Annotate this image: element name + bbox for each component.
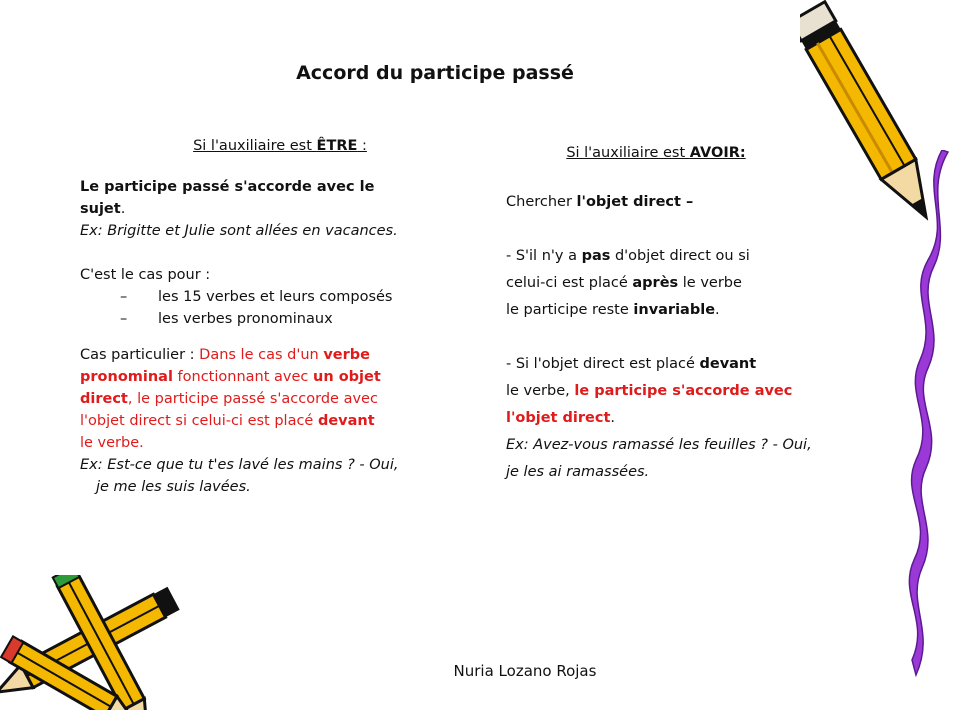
crossed-pencils-icon [0,575,200,710]
etre-header-word: ÊTRE [316,138,358,154]
avoir-bold: après [632,275,679,291]
special-case-text: fonctionnant avec [172,369,313,385]
slide-title: Accord du participe passé [296,62,574,84]
list-item: – les 15 verbes et leurs composés [120,286,490,308]
avoir-text: - S'il n'y a [506,248,582,264]
etre-section [80,135,490,498]
avoir-line2 [506,270,906,297]
avoir-bold: devant [699,356,757,372]
special-case-bold: pronominal [80,369,173,385]
author-footer: Nuria Lozano Rojas [453,662,597,680]
avoir-header [506,140,806,167]
avoir-example-line1: Ex: Avez-vous ramassé les feuilles ? - Oui, [506,437,812,453]
special-case-bold: direct [80,391,128,407]
avoir-search-prefix: Chercher [506,194,577,210]
etre-example: Ex: Brigitte et Julie sont allées en vacances. [80,223,398,239]
avoir-text: le verbe [678,275,742,291]
etre-rule-end: . [120,201,126,217]
special-case-text: , le participe passé s'accorde avec [127,391,378,407]
avoir-text: celui-ci est placé [506,275,633,291]
etre-rule-line2 [80,198,490,220]
special-case-bold: un objet [313,369,381,385]
etre-example2-line2: je me les suis lavées. [96,479,251,495]
etre-rule-word: sujet [80,201,121,217]
avoir-example-line2: je les ai ramassées. [506,464,650,480]
avoir-line5 [506,378,906,405]
special-case-bold: devant [317,413,375,429]
special-case-line2 [80,366,490,388]
etre-header-suffix: : [357,138,367,154]
etre-header [80,135,480,157]
special-case-text: Dans le cas d'un [199,347,324,363]
etre-example2-line1: Ex: Est-ce que tu t'es lavé les mains ? - Oui, [80,457,399,473]
etre-cases-list [80,286,490,330]
avoir-search-bold: l'objet direct – [576,194,694,210]
avoir-text: . [610,410,616,426]
avoir-red-bold: l'objet direct [506,410,611,426]
special-case-bold: verbe [323,347,370,363]
avoir-line3 [506,297,906,324]
avoir-text: . [715,302,720,318]
etre-header-prefix: Si l'auxiliaire est [193,138,317,154]
avoir-bold: pas [581,248,611,264]
avoir-bold: invariable [633,302,716,318]
avoir-line6 [506,405,906,432]
avoir-red-bold: le participe s'accorde avec [574,383,793,399]
list-item: – les verbes pronominaux [120,308,490,330]
special-case-line5: le verbe. [80,435,144,451]
avoir-line4 [506,351,906,378]
avoir-text: - Si l'objet direct est placé [506,356,700,372]
etre-rule: Le participe passé s'accorde avec le [80,179,375,195]
special-case-line3 [80,388,490,410]
special-case-prefix: Cas particulier : [80,347,200,363]
avoir-text: d'objet direct ou si [610,248,750,264]
avoir-text: le participe reste [506,302,634,318]
pencil-icon [800,0,940,245]
special-case-line4 [80,410,490,432]
avoir-header-word: AVOIR: [689,145,746,161]
avoir-text: le verbe, [506,383,575,399]
avoir-line1 [506,243,906,270]
special-case-line1 [80,344,490,366]
avoir-header-prefix: Si l'auxiliaire est [566,145,690,161]
special-case-text: l'objet direct si celui-ci est placé [80,413,318,429]
etre-cases-intro: C'est le cas pour : [80,267,211,283]
